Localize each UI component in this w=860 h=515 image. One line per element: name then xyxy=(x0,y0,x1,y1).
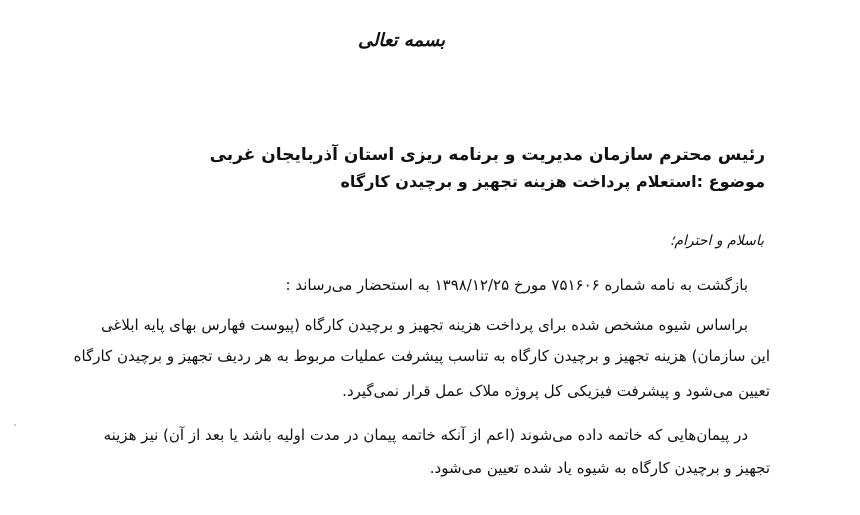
subject-line: موضوع :استعلام پرداخت هزینه تجهیز و برچیدن کارگاه xyxy=(340,172,765,191)
recipient-line: رئیس محترم سازمان مدیریت و برنامه ریزی استان آذربایجان غربی xyxy=(209,145,765,165)
scan-speck xyxy=(14,424,16,426)
greeting: باسلام و احترام؛ xyxy=(669,233,764,249)
body-paragraph-3-line-2: تجهیز و برچیدن کارگاه به شیوه یاد شده تعیین می‌شود. xyxy=(429,459,770,477)
body-paragraph-2-line-1: براساس شیوه مشخص شده برای پرداخت هزینه تجهیز و برچیدن کارگاه (پیوست فهارس بهای پایه ابلاغی xyxy=(101,316,748,334)
body-paragraph-1: بازگشت به نامه شماره ۷۵۱۶۰۶ مورخ ۱۳۹۸/۱۲/۲۵ به استحضار می‌رساند : xyxy=(285,276,748,294)
body-paragraph-2-line-3: تعیین می‌شود و پیشرفت فیزیکی کل پروژه ملاک عمل قرار نمی‌گیرد. xyxy=(342,382,770,400)
body-paragraph-3-line-1: در پیمان‌هایی که خاتمه داده می‌شوند (اعم از آنکه خاتمه پیمان در مدت اولیه باشد یا بعد از آن) نیز هزینه xyxy=(103,426,748,444)
invocation-heading: بسمه تعالی xyxy=(357,30,445,51)
body-paragraph-2-line-2: این سازمان) هزینه تجهیز و برچیدن کارگاه به تناسب پیشرفت عملیات مربوط به هر ردیف تجهیز و برچیدن کارگاه xyxy=(73,347,770,365)
